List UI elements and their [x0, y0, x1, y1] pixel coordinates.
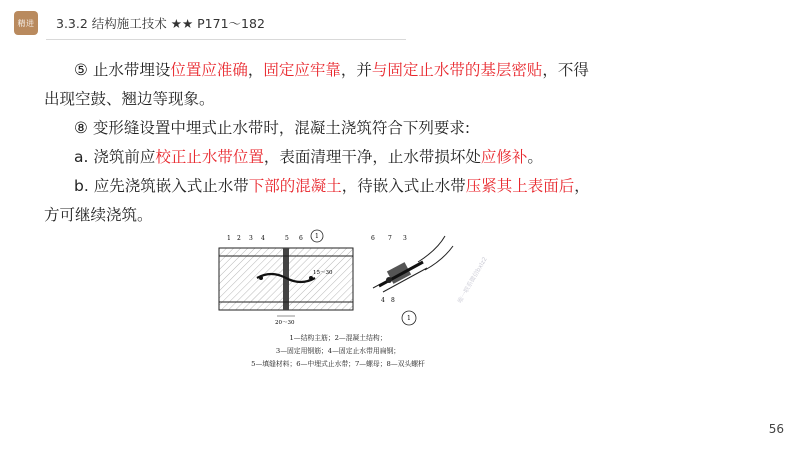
paragraph-5-continued: 出现空鼓、翘边等现象。: [44, 90, 215, 108]
detail-label: 1: [315, 233, 319, 240]
section-title: 3.3.2 结构施工技术 ★★ P171～182: [56, 16, 265, 31]
slide-content: [44, 56, 764, 230]
label-5: 5: [285, 235, 289, 242]
waterstop-diagram: [213, 226, 463, 376]
label-3: 3: [249, 235, 253, 242]
brand-logo: 精进: [14, 11, 38, 35]
text: ⑤ 止水带埋设: [74, 61, 171, 79]
figure-caption-line: 1—结构主筋；2—混凝土结构；: [289, 334, 387, 342]
figure-caption-line: 3—固定用钢筋；4—固定止水带用扁钢；: [275, 347, 401, 355]
dim-label: 20～30: [275, 320, 295, 326]
page-number: 56: [768, 422, 784, 436]
header-divider: [46, 39, 406, 40]
bolt-head: [386, 277, 392, 283]
highlight: 下部的混凝土: [248, 177, 342, 195]
highlight: 校正止水带位置: [155, 148, 264, 166]
label-3-right: 3: [403, 235, 407, 242]
waterstop-drawing: [213, 226, 463, 326]
dim-label: 15～30: [313, 270, 333, 276]
label-8: 8: [391, 297, 395, 304]
fixing-bar: [259, 276, 263, 280]
text: ，待嵌入式止水带: [341, 177, 466, 195]
text: ，表面清理干净，止水带损坏处: [263, 148, 481, 166]
text: 。: [527, 148, 543, 166]
watermark-text: 唯一联系微信bxlz2: [456, 255, 489, 305]
figure-caption-line: 5—填缝材料；6—中埋式止水带；7—螺母；8—双头螺杆: [251, 360, 425, 368]
highlight: 固定应牢靠: [263, 61, 341, 79]
detail-label-right: 1: [407, 315, 411, 322]
label-7: 7: [388, 235, 392, 242]
requirement-b: [44, 172, 764, 201]
requirement-a: [44, 143, 764, 172]
text: ，: [574, 177, 590, 195]
highlight: 应修补: [480, 148, 528, 166]
paragraph-5: [44, 56, 764, 85]
text: ，并: [340, 61, 372, 79]
waterstop-curve: [425, 246, 453, 270]
label-4: 4: [261, 235, 265, 242]
text: ，不得: [542, 61, 589, 79]
waterstop-curve: [418, 236, 445, 262]
label-4-right: 4: [381, 297, 385, 304]
requirement-b-continued: 方可继续浇筑。: [44, 206, 153, 224]
text: ，: [247, 61, 264, 79]
label-1: 1: [227, 235, 231, 242]
label-6-right: 6: [371, 235, 375, 242]
label-2: 2: [237, 235, 241, 242]
highlight: 压紧其上表面后: [465, 177, 575, 195]
fixing-bar: [309, 276, 313, 280]
highlight: 位置应准确: [170, 61, 248, 79]
highlight: 与固定止水带的基层密贴: [371, 61, 543, 79]
paragraph-8: ⑧ 变形缝设置中埋式止水带时，混凝土浇筑符合下列要求:: [74, 119, 471, 137]
text: a. 浇筑前应: [74, 148, 156, 166]
label-6: 6: [299, 235, 303, 242]
text: b. 应先浇筑嵌入式止水带: [74, 177, 249, 195]
header-bar: [14, 10, 265, 36]
